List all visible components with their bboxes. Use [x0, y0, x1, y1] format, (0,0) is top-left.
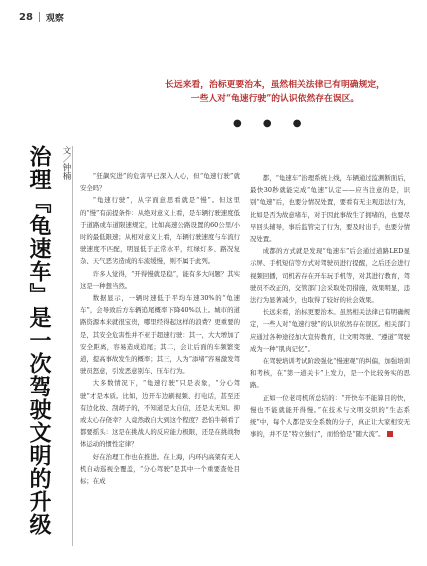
- section-name: 观察: [45, 13, 64, 24]
- paragraph: 长远来看，治标更要治本。虽然相关法律已有明确规定，一些人对“龟速行驶”的认识依然存在误区。相关部门应通过各种途径加大宣传教育，让文明驾驶、“遵道”驾驶成为一种“肌肉记忆”。: [250, 308, 410, 353]
- column-rule: [72, 146, 73, 546]
- paragraph-last: [250, 392, 410, 441]
- body-column-right: [250, 172, 410, 440]
- paragraph: 大多数情况下，“龟速行驶”只是表象，“分心驾驶”才是本质。比如，边开车边刷视频、打电话，甚至还有边化妆、刮胡子的，不知道是太自信，还是太无知。抑或太心存侥幸？人竟然敢自大到这个程度？恐怕牛顿看了都要摇头：这是在挑战人的反应能力极限，还是在挑战物体运动的惯性定律？: [80, 379, 240, 449]
- paragraph: 成都的方式就是发现“龟速车”后会通过道路LED显示屏、手机短信等方式对驾驶员进行提醒，之后还会进行视频回播，司机若存在开车玩手机等，对其进行教育，驾驶员不改正的，交管部门会采取处罚措施，效果明显，违法行为显著减少，也取得了较好的社会效果。: [250, 247, 410, 305]
- paragraph: 许多人觉得，“开得慢就是稳”，能有多大问题？其实这是一种想当然。: [80, 269, 240, 290]
- paragraph-last-text: 正如一位老司机所总结的：“开快车不能算目的快，慢也不能就能开得慢。”在技术与文明交织的“生态系统”中，每个人都是安全系数的分子，真正让大家相安无事的，并不是“特立独行”，而恰恰是“随大流”。: [250, 393, 410, 439]
- article-title: 治理『龟速车』是一次驾驶文明的升级: [26, 145, 52, 536]
- paragraph: “狂飙究进”的危害早已深入人心，但“龟速行驶”就安全吗？: [80, 172, 240, 193]
- paragraph: 在驾驶培训考试阶段强化“慢速观”的纠偏，加强培训和考核，在“第一道关卡”上发力，是一个比较务实的思路。: [250, 357, 410, 390]
- end-mark-icon: [387, 431, 393, 437]
- paragraph: 好在治理工作也在推进。在上海，内环内高架有无人机自动巡视全覆盖，“分心驾驶”是其中一个重要查处目标；在成: [80, 452, 240, 486]
- paragraph: 都，“龟速车”治理系统上线，车辆通过监测断面后，最快30秒就能完成“龟速”认定——应当注意的是，识别“龟速”后，也要分情况处置，要看有无主观违法行为，比如是否为故意堵车，对于因此事故生了拥堵的，也要尽早回头辅导，事后监管完了行为，要及时出手，也要分情况处置。: [250, 174, 410, 244]
- lead-line-1: 长远来看，治标更要治本，虽然相关法律已有明确规定，: [165, 80, 385, 90]
- header-divider: [39, 12, 40, 22]
- lead-quote: [150, 78, 400, 106]
- paragraph: “龟速行驶”，从字面意思看就是“慢”。但这里的“慢”有前提条件：从绝对意义上看，是车辆行驶速度低于道路或车道限速规定，比如高速公路设置的60公里/小时的最低限速；从相对意义上看，车辆行驶速度与车流行驶速度不匹配，明显低于正常水平，红绿灯多、路况复杂、天气恶劣造成的车流缓慢，则不属于此列。: [80, 196, 240, 266]
- article-author: 文／钟楠: [61, 146, 71, 180]
- body-column-left: [80, 170, 240, 487]
- page-number: 28: [19, 11, 33, 23]
- section-divider-dots: ● ● ●: [233, 118, 311, 129]
- lead-line-2: 一些人对“龟速行驶”的认识依然存在误区。: [190, 94, 360, 104]
- page-header: [19, 10, 64, 24]
- paragraph: 数据显示，一辆时速低于平均车速30%的“龟速车”，会导致后方车辆追尾概率下降40%以上。城市的道路资源本来就很宝贵，哪里经得起这样的浪费？更重要的是，其安全危害性并不亚于超速行驶：其一，大大增加了安全距离，容易造成追尾；其二，会让后面的车频繁变道，提高事故发生的概率；其三，人为“添堵”容易激发驾驶员怒意，引发恶意别车、压车行为。: [80, 294, 240, 376]
